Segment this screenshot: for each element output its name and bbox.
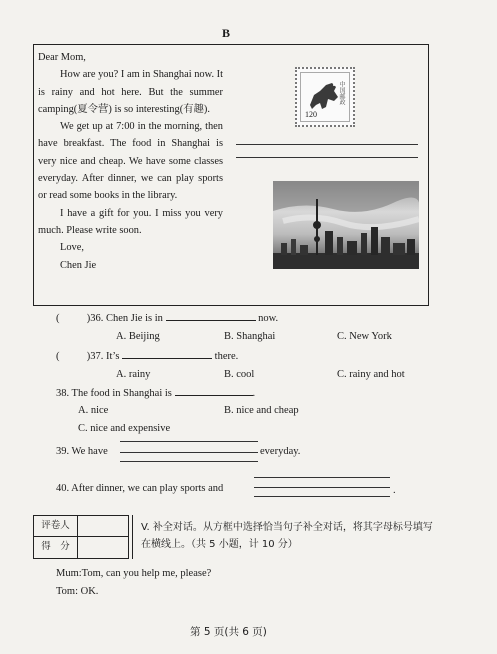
answer-line[interactable] <box>120 452 258 453</box>
shanghai-photo <box>273 181 419 269</box>
answer-line[interactable] <box>120 441 258 442</box>
option-a[interactable]: A. rainy <box>116 369 151 380</box>
question-38 <box>56 386 255 401</box>
postage-stamp <box>295 67 355 127</box>
grader-label: 评卷人 <box>34 516 78 536</box>
section-divider <box>132 515 133 559</box>
skyline-image <box>273 181 419 269</box>
section-letter: B <box>222 26 231 40</box>
question-37 <box>56 349 238 364</box>
letter-greeting: Dear Mom, <box>38 52 86 63</box>
section-v-title: V. 补全对话。从方框中选择恰当句子补全对话，将其字母标号填写在横线上。（共 5 小题，计 10 分） <box>141 522 433 550</box>
score-table <box>33 515 129 559</box>
question-text-end: there. <box>214 351 239 362</box>
stamp-face <box>300 72 350 122</box>
answer-line[interactable] <box>120 461 258 462</box>
answer-line[interactable] <box>254 496 390 497</box>
option-b[interactable]: B. nice and cheap <box>224 405 299 416</box>
answer-blank[interactable] <box>122 349 212 359</box>
address-line-2 <box>236 157 418 158</box>
letter-paragraph-3: I have a gift for you. I miss you very much. Please write soon. <box>38 207 223 236</box>
answer-paren-open[interactable]: ( <box>56 351 60 362</box>
letter-closing: Love, <box>60 242 84 254</box>
letter-paragraph-1: How are you? I am in Shanghai now. It is rainy and hot here. But the summer camping(夏令营) is so interesting(有趣). <box>38 69 223 115</box>
score-row <box>34 537 128 558</box>
question-40: 40. After dinner, we can play sports and <box>56 483 224 494</box>
question-39: 39. We have <box>56 446 108 457</box>
option-c[interactable]: C. New York <box>337 331 392 342</box>
question-36 <box>56 311 278 326</box>
letter-signature: Chen Jie <box>60 259 97 271</box>
dialog-line-1: Mum:Tom, can you help me, please? <box>56 568 212 579</box>
address-line-1 <box>236 144 418 145</box>
stamp-country: 中国邮政 <box>338 81 345 105</box>
answer-blank[interactable] <box>175 386 253 396</box>
dialog-line-2: Tom: OK. <box>56 586 99 597</box>
question-39-end: everyday. <box>260 446 301 457</box>
question-text: It’s <box>106 351 120 362</box>
option-b[interactable]: B. cool <box>224 369 255 380</box>
answer-paren-close: ) <box>86 313 91 324</box>
grader-row <box>34 516 128 537</box>
stamp-value: 120 <box>305 110 317 119</box>
question-end: . <box>252 388 256 399</box>
option-b[interactable]: B. Shanghai <box>224 331 276 342</box>
score-label: 得 分 <box>34 537 78 558</box>
question-number: 36. <box>90 313 104 324</box>
answer-line[interactable] <box>254 477 390 478</box>
question-text-end: now. <box>258 313 279 324</box>
answer-paren-open[interactable]: ( <box>56 313 60 324</box>
letter-body <box>38 49 223 274</box>
page-footer: 第 5 页(共 6 页) <box>190 626 267 638</box>
answer-paren-close: ) <box>86 351 91 362</box>
answer-blank[interactable] <box>166 311 256 321</box>
option-c[interactable]: C. rainy and hot <box>337 369 405 380</box>
option-a[interactable]: A. Beijing <box>116 331 160 342</box>
question-text: 38. The food in Shanghai is <box>56 388 172 399</box>
option-a[interactable]: A. nice <box>78 405 109 416</box>
question-40-end: . <box>393 485 396 496</box>
option-c[interactable]: C. nice and expensive <box>78 423 171 434</box>
question-number: 37. <box>90 351 104 362</box>
question-text: Chen Jie is in <box>106 313 163 324</box>
letter-paragraph-2: We get up at 7:00 in the morning, then have breakfast. The food in Shanghai is very nice and cheap. We have some classes everyday. After dinner, we can play sports or read some books in the library. <box>38 121 223 202</box>
answer-line[interactable] <box>254 487 390 488</box>
